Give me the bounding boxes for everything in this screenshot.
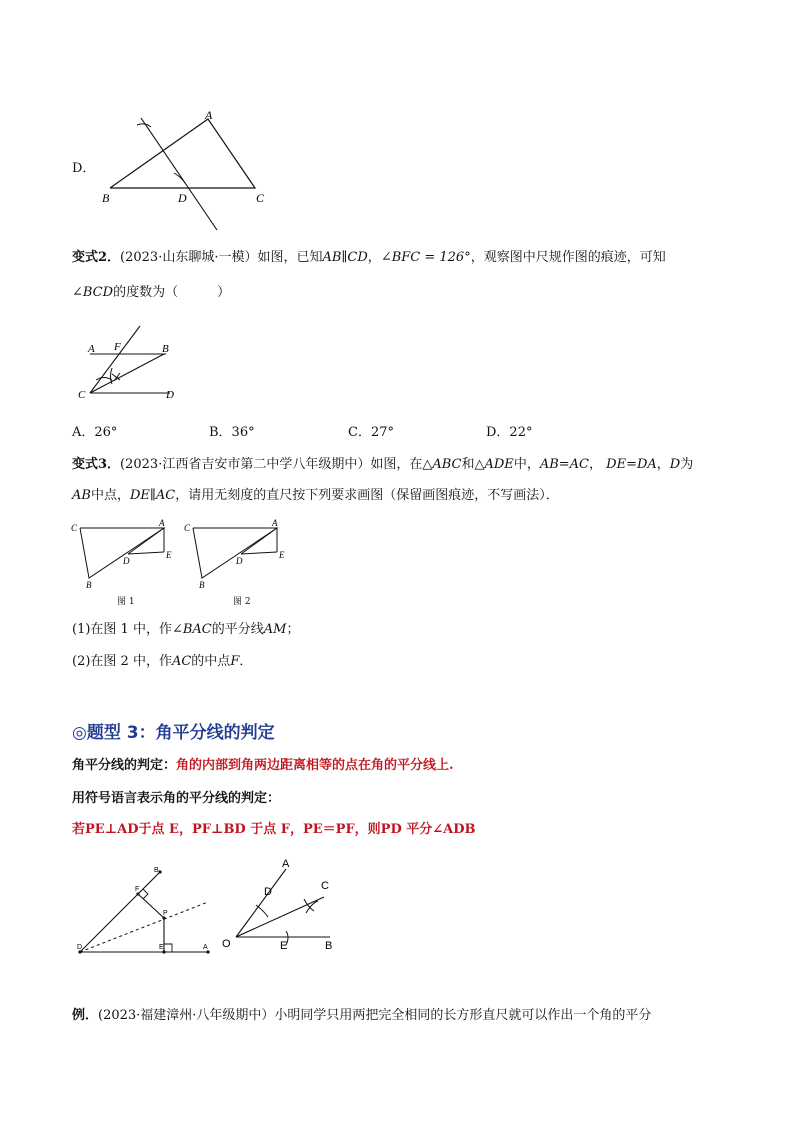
label-D: D	[166, 389, 174, 401]
fig1-caption: 图 1	[117, 597, 135, 607]
variant3-line2: AB中点，DE∥AC，请用无刻度的直尺按下列要求画图（保留画图痕迹，不写画法）．	[72, 488, 559, 503]
svg-text:D: D	[77, 944, 83, 951]
variant2-option-c: C．27°	[348, 425, 394, 440]
svg-text:E: E	[159, 944, 164, 951]
symbol-label: 用符号语言表示角的平分线的判定：	[72, 791, 281, 806]
section-heading: ◎题型 3：角平分线的判定	[72, 723, 275, 743]
variant2-option-a: A．26°	[72, 425, 118, 440]
svg-text:F: F	[135, 886, 140, 893]
svg-text:E: E	[280, 940, 288, 952]
variant3-line1: 变式3．(2023·江西省吉安市第二中学八年级期中）如图，在△ABC和△ADE中，AB=AC， DE=DA，D为	[72, 457, 694, 472]
example-line: 例．(2023·福建漳州·八年级期中）小明同学只用两把完全相同的长方形直尺就可以作出一个角的平分	[72, 1008, 652, 1023]
figure-variant3-pair	[68, 516, 308, 608]
svg-text:C: C	[184, 523, 191, 533]
svg-text:P: P	[163, 910, 168, 917]
svg-text:D: D	[123, 556, 130, 566]
label-C: C	[78, 389, 86, 401]
variant3-question1: (1)在图 1 中，作∠BAC的平分线AM；	[72, 622, 300, 637]
label-A: A	[88, 343, 95, 355]
variant2-line2: ∠BCD的度数为（ ）	[72, 285, 231, 300]
label-D: D	[178, 191, 187, 205]
svg-text:C: C	[71, 523, 78, 533]
svg-text:D: D	[264, 886, 272, 898]
figure-triangle-perpendicular-bisector	[95, 105, 280, 235]
svg-text:D: D	[236, 556, 243, 566]
variant2-option-d: D．22°	[486, 425, 533, 440]
label-F: F	[114, 341, 121, 353]
figure-parallel-lines	[78, 322, 188, 407]
svg-text:A: A	[203, 944, 208, 951]
definition-line: 角平分线的判定：角的内部到角两边距离相等的点在角的平分线上.	[72, 758, 454, 773]
svg-text:A: A	[159, 518, 165, 528]
svg-text:A: A	[272, 518, 278, 528]
svg-text:O: O	[222, 938, 231, 950]
svg-text:B: B	[325, 940, 333, 952]
figure-compass-bisector	[220, 855, 350, 955]
figure-bisector-perpendiculars	[70, 860, 220, 960]
label-B: B	[102, 191, 110, 205]
symbol-statement: 若PE⊥AD于点 E，PF⊥BD 于点 F，PE＝PF，则PD 平分∠ADB	[72, 822, 476, 837]
variant2-line1: 变式2．(2023·山东聊城·一模）如图，已知AB∥CD，∠BFC = 126°，观察图中尺规作图的痕迹，可知	[72, 250, 666, 265]
option-d-label: D．	[72, 161, 96, 176]
label-C: C	[256, 191, 265, 205]
fig2-caption: 图 2	[233, 597, 251, 607]
svg-text:C: C	[321, 880, 329, 892]
svg-text:B: B	[154, 867, 159, 874]
svg-text:E: E	[166, 550, 172, 560]
label-A: A	[205, 108, 213, 122]
svg-text:B: B	[86, 580, 92, 590]
variant3-question2: (2)在图 2 中，作AC的中点F．	[72, 654, 253, 669]
variant2-option-b: B．36°	[209, 425, 255, 440]
svg-text:B: B	[199, 580, 205, 590]
label-B: B	[162, 343, 169, 355]
svg-text:A: A	[282, 858, 290, 870]
svg-text:E: E	[279, 550, 285, 560]
